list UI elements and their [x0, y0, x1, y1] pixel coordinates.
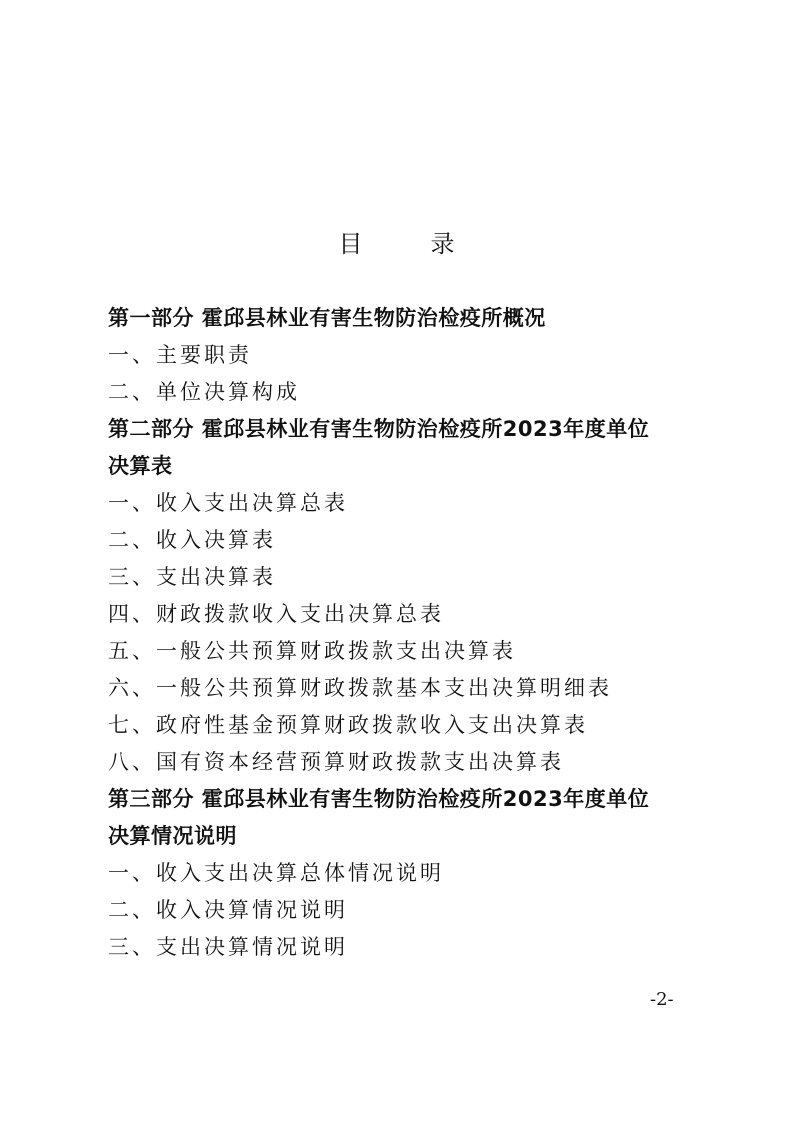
- toc-item: 二、单位决算构成: [108, 380, 300, 404]
- toc-section-3-continued: 决算情况说明: [108, 824, 237, 848]
- toc-item: 一、主要职责: [108, 343, 252, 367]
- toc-item: 四、财政拨款收入支出决算总表: [108, 602, 444, 626]
- toc-item: 三、支出决算情况说明: [108, 935, 348, 959]
- toc-item: 七、政府性基金预算财政拨款收入支出决算表: [108, 713, 588, 737]
- toc-item: 二、收入决算情况说明: [108, 898, 348, 922]
- toc-item: 二、收入决算表: [108, 528, 276, 552]
- toc-section-1: 第一部分 霍邱县林业有害生物防治检疫所概况: [108, 306, 546, 330]
- toc-section-2: 第二部分 霍邱县林业有害生物防治检疫所2023年度单位: [108, 417, 650, 441]
- page-number: -2-: [650, 989, 674, 1010]
- toc-title: 目 录: [338, 230, 477, 258]
- toc-item: 五、一般公共预算财政拨款支出决算表: [108, 639, 516, 663]
- table-of-contents: [108, 300, 708, 966]
- toc-section-3: 第三部分 霍邱县林业有害生物防治检疫所2023年度单位: [108, 787, 650, 811]
- toc-item: 一、收入支出决算总体情况说明: [108, 861, 444, 885]
- toc-item: 三、支出决算表: [108, 565, 276, 589]
- toc-item: 六、一般公共预算财政拨款基本支出决算明细表: [108, 676, 612, 700]
- toc-section-2-continued: 决算表: [108, 454, 173, 478]
- toc-item: 一、收入支出决算总表: [108, 491, 348, 515]
- toc-item: 八、国有资本经营预算财政拨款支出决算表: [108, 750, 564, 774]
